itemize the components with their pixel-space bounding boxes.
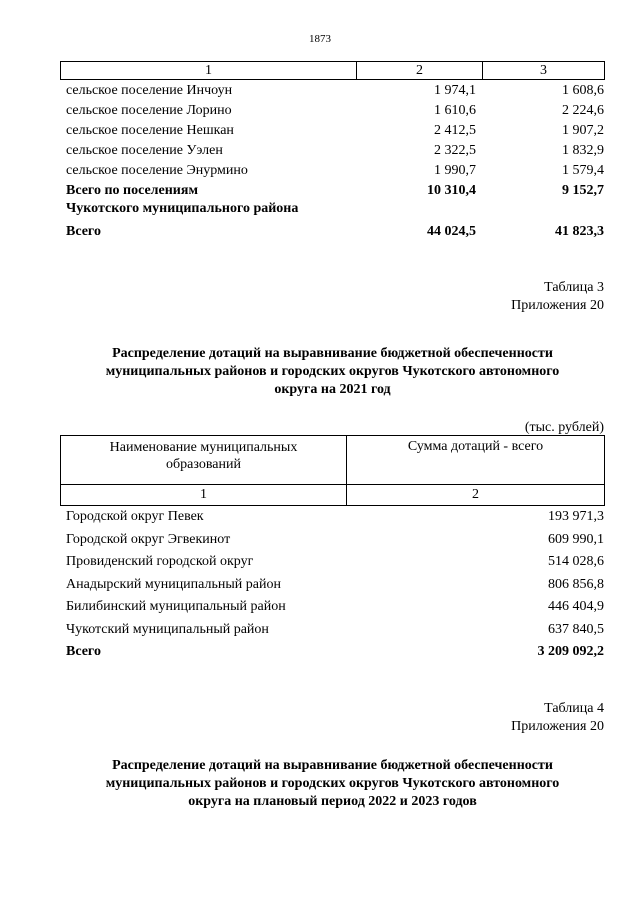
table3-title-line3: округа на 2021 год (274, 382, 391, 397)
total-value-2021: 44 024,5 (427, 224, 476, 239)
row-value-2021: 1 974,1 (434, 83, 476, 98)
table-row (66, 101, 604, 121)
table-row (66, 597, 604, 617)
row-value-2021: 1 610,6 (434, 103, 476, 118)
table4-caption-line1: Таблица 4 (544, 701, 604, 716)
prev-table-header (60, 61, 605, 80)
table4-title-line1: Распределение дотаций на выравнивание бюджетной обеспеченности (112, 758, 553, 773)
table3-total-row (66, 642, 604, 662)
table3-title-line2: муниципальных районов и городских округов Чукотского автономного (105, 364, 560, 379)
table4-title-line2: муниципальных районов и городских округов Чукотского автономного (105, 776, 560, 791)
row-value-2021: 1 990,7 (434, 163, 476, 178)
row-name: Городской округ Певек (66, 509, 204, 524)
row-value: 637 840,5 (548, 622, 604, 637)
table3-title (60, 345, 605, 399)
table-row (66, 620, 604, 640)
total-label: Всего (66, 224, 101, 239)
row-value-2021: 2 322,5 (434, 143, 476, 158)
row-name: сельское поселение Энурмино (66, 163, 248, 178)
subtotal-row-cont (66, 199, 604, 219)
row-value-2022: 1 832,9 (562, 143, 604, 158)
subtotal-label-line2: Чукотского муниципального района (66, 201, 299, 216)
row-name: Анадырский муниципальный район (66, 577, 281, 592)
table3-col2-number: 2 (472, 487, 479, 502)
table3-total-value: 3 209 092,2 (537, 644, 604, 659)
table4-title-line3: округа на плановый период 2022 и 2023 годов (188, 794, 477, 809)
row-name: сельское поселение Инчоун (66, 83, 233, 98)
row-value: 609 990,1 (548, 532, 604, 547)
prev-table-col2-number: 2 (357, 62, 483, 79)
table-row (66, 81, 604, 101)
prev-table-col3-number: 3 (540, 62, 547, 78)
row-value-2022: 1 579,4 (562, 163, 604, 178)
row-value: 446 404,9 (548, 599, 604, 614)
subtotal-value-2021: 10 310,4 (427, 183, 476, 198)
table3-total-label: Всего (66, 644, 101, 659)
table3-header (60, 435, 605, 484)
table3-unit: (тыс. рублей) (524, 420, 604, 435)
table-row (66, 121, 604, 141)
table4-caption-line2: Приложения 20 (511, 719, 604, 734)
row-value-2022: 1 907,2 (562, 123, 604, 138)
table4-title (60, 757, 605, 811)
subtotal-label-line1: Всего по поселениям (66, 183, 198, 198)
row-name: Чукотский муниципальный район (66, 622, 269, 637)
table-row (66, 552, 604, 572)
total-value-2022: 41 823,3 (555, 224, 604, 239)
subtotal-row (66, 181, 604, 201)
page-number: 1873 (309, 33, 331, 45)
prev-table-col1-number: 1 (61, 62, 357, 79)
row-value: 193 971,3 (548, 509, 604, 524)
table3-title-line1: Распределение дотаций на выравнивание бюджетной обеспеченности (112, 346, 553, 361)
total-row (66, 222, 604, 242)
table-row (66, 507, 604, 527)
table3-col1-number: 1 (61, 485, 347, 505)
row-value-2021: 2 412,5 (434, 123, 476, 138)
row-name: сельское поселение Уэлен (66, 143, 223, 158)
table-row (66, 530, 604, 550)
row-value: 806 856,8 (548, 577, 604, 592)
row-name: Провиденский городской округ (66, 554, 254, 569)
table3-caption-line2: Приложения 20 (511, 298, 604, 313)
subtotal-value-2022: 9 152,7 (562, 183, 604, 198)
row-name: Городской округ Эгвекинот (66, 532, 231, 547)
table-row (66, 575, 604, 595)
table3-col1-header-line1: Наименование муниципальных (109, 440, 298, 455)
row-value-2022: 2 224,6 (562, 103, 604, 118)
table3-col1-header-line2: образований (166, 457, 241, 472)
table3-caption-line1: Таблица 3 (544, 280, 604, 295)
row-name: сельское поселение Лорино (66, 103, 232, 118)
table3-col2-header: Сумма дотаций - всего (407, 439, 544, 454)
table4-caption (511, 700, 604, 736)
table-row (66, 141, 604, 161)
table3-caption (511, 279, 604, 315)
row-name: сельское поселение Нешкан (66, 123, 234, 138)
table3-number-row (60, 484, 605, 506)
table3-col1-header (61, 436, 347, 484)
row-name: Билибинский муниципальный район (66, 599, 286, 614)
row-value-2022: 1 608,6 (562, 83, 604, 98)
row-value: 514 028,6 (548, 554, 604, 569)
table-row (66, 161, 604, 181)
